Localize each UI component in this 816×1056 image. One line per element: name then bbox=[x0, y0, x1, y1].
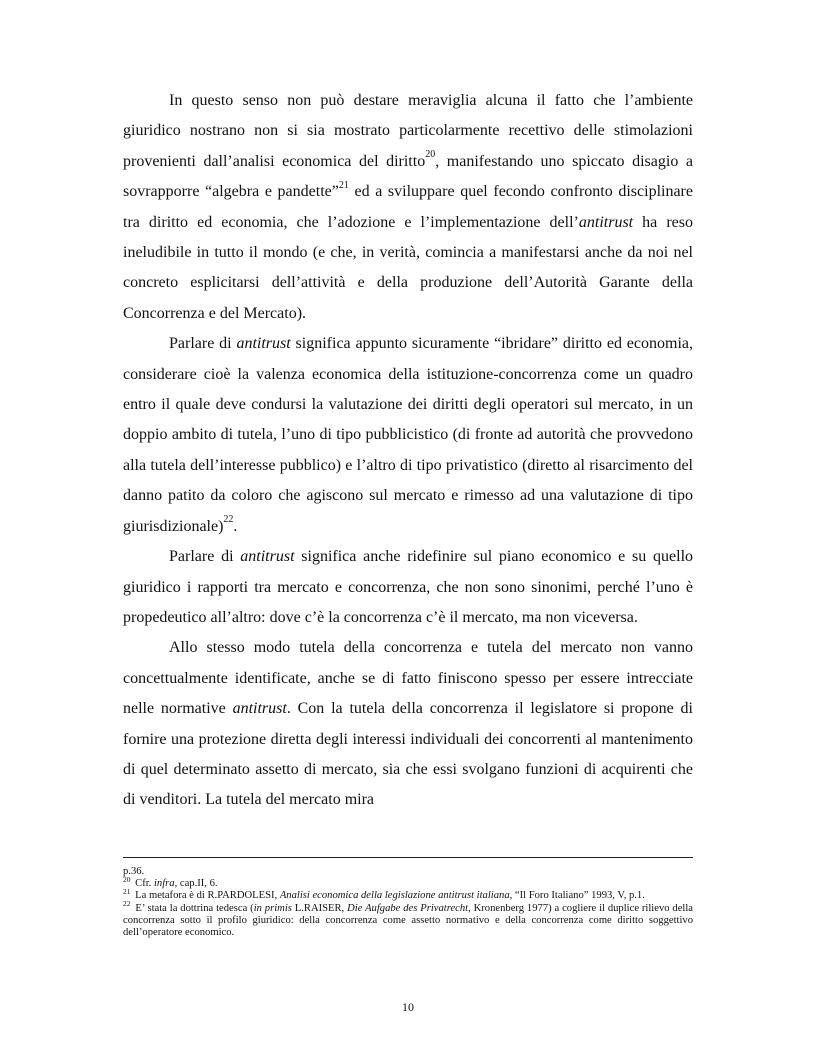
footnote-ref-22[interactable]: 22 bbox=[223, 514, 234, 526]
footnote-ref-21[interactable]: 21 bbox=[338, 179, 349, 191]
italic-title: Analisi economica della legislazione antitrust italiana bbox=[279, 890, 510, 902]
paragraph-4 bbox=[123, 633, 693, 815]
footnote-20 bbox=[123, 874, 693, 890]
italic-title: Die Aufgabe des Privatrecht bbox=[347, 902, 469, 914]
text-run: Cfr. bbox=[132, 878, 154, 890]
footnote-number: 22 bbox=[123, 899, 131, 909]
italic-term: infra bbox=[153, 878, 175, 890]
footnote-continuation: p.36. bbox=[123, 866, 145, 877]
text-run: . Con la tutela della concorrenza il legislatore si propone di fornire una protezione diretta degli interessi individuali dei concorrenti al mantenimento di quel determinato assetto di mercato, sia che essi svolgano funzioni di acquirenti che di venditori. La tutela del mercato mira bbox=[123, 700, 693, 809]
text-run: La metafora è di R.PARDOLESI, bbox=[132, 890, 280, 902]
footnote-ref-20[interactable]: 20 bbox=[425, 149, 436, 161]
text-run: significa anche ridefinire sul piano economico e su quello giuridico i rapporti tra mercato e concorrenza, che non sono sinonimi, perché l’uno è propedeutico all’altro: dove c’è la concorrenza c’è il mercato, ma non viceversa. bbox=[123, 548, 694, 626]
italic-term: in primis bbox=[253, 902, 292, 914]
footnote-21 bbox=[123, 886, 693, 902]
footnotes-section bbox=[123, 857, 693, 939]
text-run: , manifestando uno spiccato disagio a sovrapporre “algebra e pandette” bbox=[123, 152, 694, 201]
paragraph-2 bbox=[123, 329, 693, 542]
paragraph-3 bbox=[123, 542, 693, 633]
page-number: 10 bbox=[402, 1000, 414, 1014]
text-run: , cap.II, 6. bbox=[174, 878, 218, 890]
text-run: Allo stesso modo tutela della concorrenza e tutela del mercato non vanno concettualmente identificate, anche se di fatto finiscono spesso per essere intrecciate nelle normative bbox=[123, 639, 693, 718]
text-run: . bbox=[233, 517, 238, 535]
text-run: In questo senso non può destare meraviglia alcuna il fatto che l’ambiente giuridico nostrano non si sia mostrato particolarmente recettivo delle stimolazioni provenienti dall’analisi economica del diritto bbox=[123, 92, 693, 170]
text-run: Parlare di bbox=[169, 335, 237, 353]
footnote-number: 21 bbox=[123, 886, 131, 896]
italic-term: antitrust bbox=[236, 335, 291, 353]
text-run: , “Il Foro Italiano” 1993, V, p.1. bbox=[509, 890, 645, 902]
text-run: Parlare di bbox=[169, 548, 241, 566]
italic-term: antitrust bbox=[240, 548, 295, 566]
italic-term: antitrust bbox=[578, 213, 634, 231]
footnote-22 bbox=[123, 899, 694, 940]
text-run: E’ stata la dottrina tedesca ( bbox=[132, 902, 254, 914]
footnote-number: 20 bbox=[123, 874, 131, 884]
text-run: , Kronenberg 1977) a cogliere il duplice rilievo della concorrenza sotto il profilo giuridico: della concorrenza come assetto normativo e della concorrenza come diritto soggettivo dell’operatore economico. bbox=[123, 902, 694, 939]
text-run: L.RAISER, bbox=[291, 902, 348, 914]
paragraph-1 bbox=[123, 86, 693, 329]
text-run: significa appunto sicuramente “ibridare” diritto ed economia, considerare cioè la valenza economica della istituzione-concorrenza come un quadro entro il quale deve condursi la valutazione dei diritti degli operatori sul mercato, in un doppio ambito di tutela, l’uno di tipo pubblicistico (di fronte ad autorità che provvedono alla tutela dell’interesse pubblico) e l’altro di tipo privatistico (diretto al risarcimento del danno patito da coloro che agiscono sul mercato e rimesso ad una valutazione di tipo giurisdizionale) bbox=[123, 335, 694, 535]
text-run: ha reso ineludibile in tutto il mondo (e che, in verità, comincia a manifestarsi anche da noi nel concreto esplicitarsi dell’attività e della produzione dell’Autorità Garante della Concorrenza e del Mercato). bbox=[123, 213, 693, 322]
italic-term: antitrust bbox=[232, 700, 287, 718]
text-run: ed a sviluppare quel fecondo confronto disciplinare tra diritto ed economia, che l’adozione e l’implementazione dell’ bbox=[123, 183, 693, 231]
page-body bbox=[123, 86, 693, 816]
